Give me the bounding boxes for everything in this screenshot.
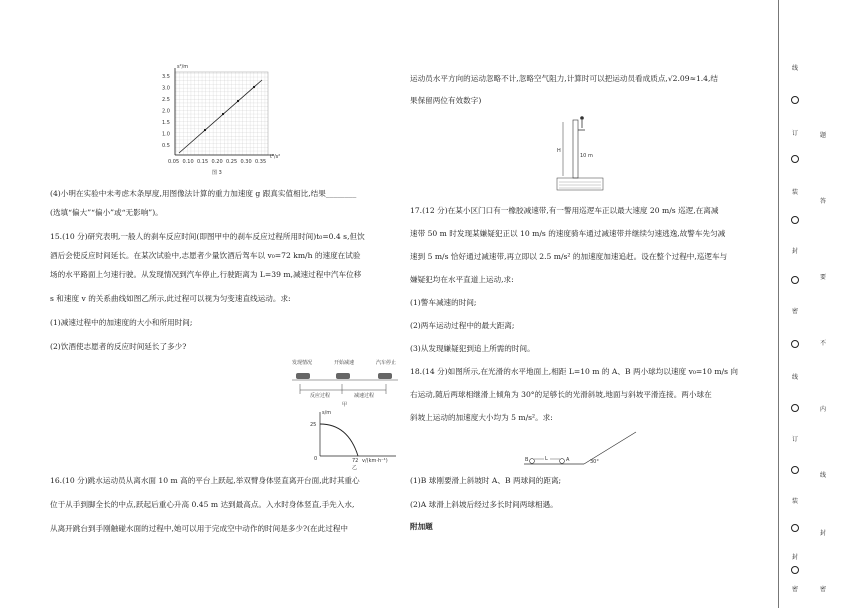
- fig3-x-tick: 0.05: [168, 159, 180, 165]
- fig3-x-tick: 0.25: [226, 159, 238, 165]
- q15-line-4: s 和速度 v 的关系曲线如图乙所示,此过程可以视为匀变速直线运动。求:: [50, 294, 291, 303]
- figure-yi: [300, 408, 400, 470]
- margin-char-1: 线: [792, 65, 799, 72]
- fig3-y-ticks: [162, 74, 170, 149]
- fig3-y-tick: 2.0: [162, 108, 170, 115]
- margin-char-5: 密: [792, 308, 799, 315]
- q15-sub-1: (1)减速过程中的加速度的大小和所用时间;: [50, 318, 193, 327]
- q17-line-2: 速带 50 m 时发现某嫌疑犯正以 10 m/s 的速度骑车通过减速带并继续匀速逃逸,故警车先匀减: [410, 229, 726, 238]
- margin-circle-8: [791, 524, 799, 532]
- fig3-x-ticks: [168, 159, 266, 165]
- fig3-y-tick: 2.5: [162, 97, 170, 103]
- extra-section-title: 附加题: [410, 522, 433, 531]
- margin-circle-7: [791, 466, 799, 474]
- margin-char-8: 装: [792, 498, 799, 505]
- fig3-x-tick: 0.10: [182, 159, 194, 165]
- fig3-x-tick: 0.20: [211, 159, 223, 165]
- q16-line-2: 位于从手到脚全长的中点,跃起后重心升高 0.45 m 达到最高点。入水时身体竖直,手先入水,: [50, 500, 355, 509]
- margin-char-4: 封: [792, 248, 799, 255]
- fig3-caption: 图 3: [212, 170, 222, 176]
- fig-yi-y25: 25: [310, 422, 317, 428]
- fig3-x-label: t²/s²: [270, 154, 281, 160]
- fig18-B: B: [525, 457, 529, 463]
- q17-line-1: 17.(12 分)在某小区门口有一橡胶减速带,有一警用巡逻车正以最大速度 20 m/s 巡逻,在离减: [410, 206, 719, 215]
- margin-circle-5: [791, 340, 799, 348]
- q18-line-1: 18.(14 分)如图所示,在光滑的水平地面上,相距 L=10 m 的 A、B 两小球均以速度 v₀=10 m/s 向: [410, 367, 739, 376]
- fig18-angle: 30°: [590, 459, 599, 465]
- q16-line-1: 16.(10 分)跳水运动员从离水面 10 m 高的平台上跃起,举双臂身体竖直离开台面,此时其重心: [50, 476, 360, 485]
- fig-jia-seg-2: 减速过程: [354, 393, 375, 399]
- q18-line-3: 斜坡上运动的加速度大小均为 5 m/s²。求:: [410, 413, 553, 422]
- q15-sub-2: (2)饮酒使志愿者的反应时间延长了多少?: [50, 342, 187, 351]
- figure-18: [520, 428, 640, 470]
- fig-dive-H: H: [557, 148, 561, 154]
- q17-line-3: 速到 5 m/s 恰好通过减速带,再立即以 2.5 m/s² 的加速度加速追赶。设在整个过程中,巡逻车与: [410, 252, 728, 261]
- fig-yi-ylabel: s/m: [322, 410, 332, 416]
- fig-yi-origin: 0: [314, 456, 318, 462]
- fig3-y-tick: 1.0: [162, 131, 170, 138]
- margin-char-9: 封: [792, 554, 799, 561]
- fig3-x-tick: 0.35: [255, 159, 267, 165]
- q17-sub-1: (1)警车减速的时间;: [410, 298, 477, 307]
- q15-line-1: 15.(10 分)研究表明,一般人的刹车反应时间(即图甲中的刹车反应过程所用时间)t₀=0.4 s,但饮: [50, 232, 365, 241]
- margin-inner-7: 封: [820, 530, 827, 537]
- margin-inner-4: 不: [820, 340, 827, 347]
- fig-yi-x72: 72: [352, 458, 359, 464]
- margin-char-7: 订: [792, 436, 799, 443]
- margin-char-10: 密: [792, 586, 799, 593]
- q16-line-3: 从离开跳台到手刚触碰水面的过程中,她可以用于完成空中动作的时间是多少?(在此过程中: [50, 524, 349, 533]
- q18-line-2: 右运动,随后两球相继滑上倾角为 30°的足够长的光滑斜坡,地面与斜坡平滑连接。两小球在: [410, 390, 712, 399]
- margin-char-3: 装: [792, 189, 799, 196]
- margin-circle-4: [791, 276, 799, 284]
- margin-inner-3: 要: [820, 274, 827, 281]
- q18-sub-1: (1)B 球刚要滑上斜坡时 A、B 两球间的距离;: [410, 476, 562, 485]
- margin-inner-2: 答: [820, 198, 827, 205]
- margin-circle-2: [791, 155, 799, 163]
- fig-jia-label-1: 发现情况: [292, 360, 313, 366]
- binding-line: [778, 0, 779, 608]
- q4-line-2: (选填“偏大”“偏小”或“无影响”)。: [50, 208, 163, 217]
- fig-jia-label-3: 汽车停止: [376, 360, 397, 366]
- q16-cont-1: 运动员水平方向的运动忽略不计,忽略空气阻力,计算时可以把运动员看成质点,√2.09≈1.4,结: [410, 74, 719, 83]
- q17-sub-2: (2)两车运动过程中的最大距离;: [410, 321, 515, 330]
- margin-inner-8: 密: [820, 586, 827, 593]
- fig3-y-tick: 1.5: [162, 120, 170, 126]
- margin-inner-6: 线: [820, 472, 827, 479]
- figure-3-graph: [150, 62, 285, 180]
- fig-dive-10m: 10 m: [580, 153, 593, 159]
- margin-char-6: 线: [792, 374, 799, 381]
- fig-jia-seg-1: 反应过程: [310, 393, 331, 399]
- fig3-x-tick: 0.15: [197, 159, 209, 165]
- fig3-y-label: s²/m: [177, 64, 189, 70]
- margin-char-2: 订: [792, 130, 799, 137]
- fig18-L: L: [545, 456, 548, 462]
- fig3-y-tick: 3.5: [162, 74, 170, 80]
- margin-circle-6: [791, 404, 799, 412]
- margin-circle-1: [791, 96, 799, 104]
- fig18-A: A: [566, 457, 570, 463]
- q17-sub-3: (3)从发现嫌疑犯到追上所需的时间。: [410, 344, 535, 353]
- figure-dive: [555, 112, 605, 194]
- margin-inner-1: 题: [820, 132, 827, 139]
- margin-inner-5: 内: [820, 406, 827, 413]
- q15-line-2: 酒后会使反应时间延长。在某次试验中,志愿者少量饮酒后驾车以 v₀=72 km/h 的速度在试验: [50, 251, 361, 260]
- fig3-y-tick: 3.0: [162, 85, 170, 92]
- fig-jia-caption: 甲: [342, 402, 348, 408]
- q4-line-1: (4)小明在实验中未考虑木条厚度,用图像法计算的重力加速度 g 跟真实值相比,结果________: [50, 189, 357, 198]
- fig-yi-xlabel: v/(km·h⁻¹): [362, 458, 388, 464]
- fig-yi-caption: 乙: [352, 465, 358, 470]
- q15-line-3: 场的水平路面上匀速行驶。从发现情况到汽车停止,行驶距离为 L=39 m,减速过程中汽车位移: [50, 270, 362, 279]
- fig-jia-label-2: 开始减速: [334, 360, 355, 366]
- fig3-y-tick: 0.5: [162, 143, 170, 149]
- q17-line-4: 嫌疑犯均在水平直道上运动,求:: [410, 275, 514, 284]
- fig3-x-tick: 0.30: [240, 159, 252, 165]
- q16-cont-2: 果保留两位有效数字): [410, 96, 482, 105]
- q18-sub-2: (2)A 球滑上斜坡后经过多长时间两球相遇。: [410, 500, 558, 509]
- margin-circle-3: [791, 216, 799, 224]
- margin-circle-9: [791, 566, 799, 574]
- figure-jia: [290, 358, 400, 408]
